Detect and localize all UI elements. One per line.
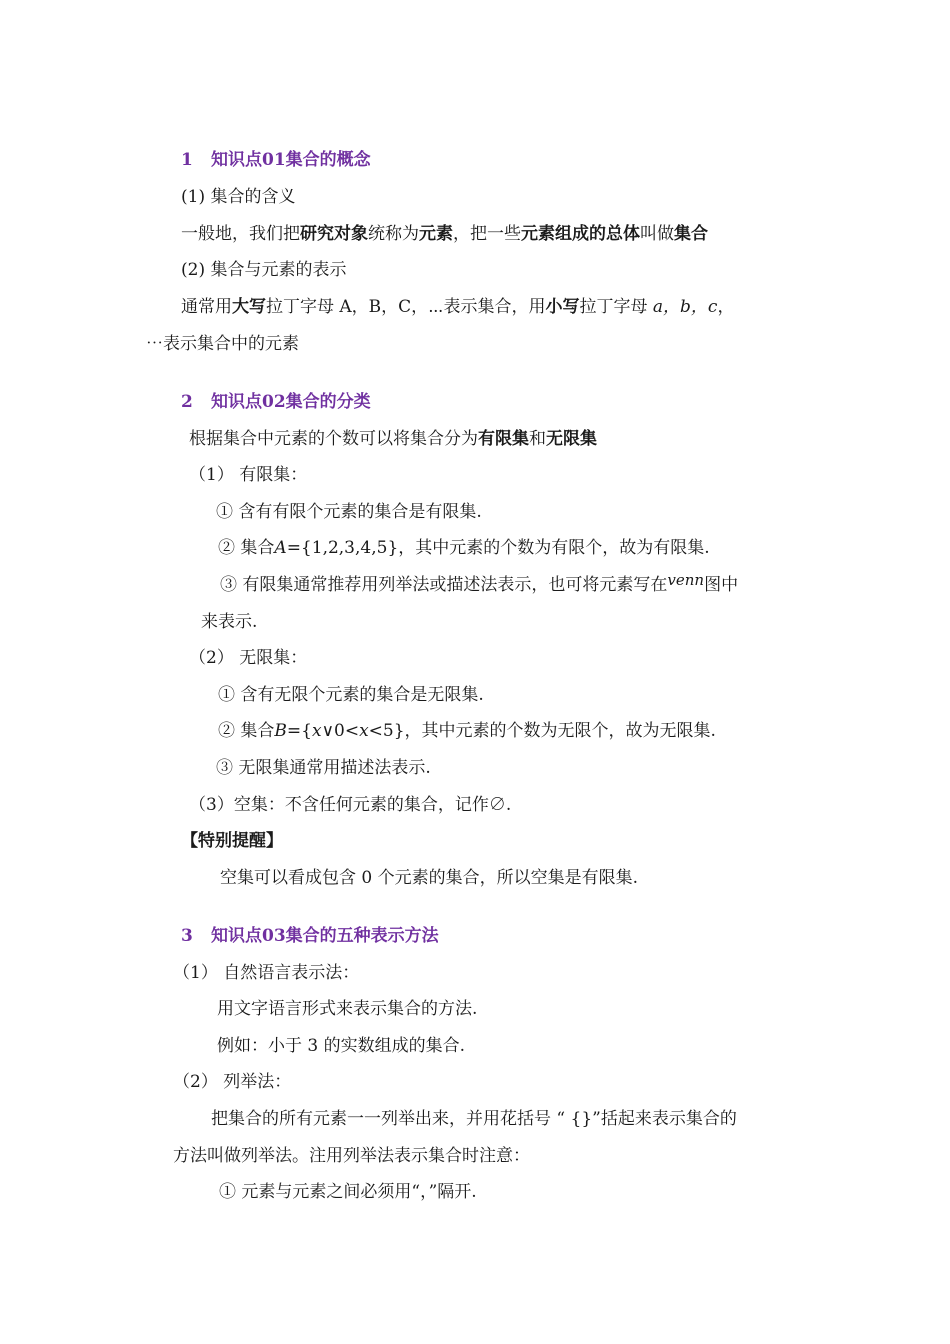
text: 图中 [704,575,739,595]
finite-set-item-1: ① 含有有限个元素的集合是有限集. [216,502,482,522]
section-3-heading [181,925,439,947]
text: ={1,2,3,4,5}，其中元素的个数为有限个，故为有限集. [286,538,710,558]
subheading-meaning: (1) 集合的含义 [181,187,296,207]
method-2-note-1: ① 元素与元素之间必须用“，”隔开. [219,1182,477,1202]
classification-intro [189,428,597,450]
text: ， [717,297,735,317]
text: ={ [286,721,312,741]
text: 拉丁字母 A，B，C，⋯表示集合，用 [266,297,546,317]
set-symbol: B [274,721,287,741]
text: 根据集合中元素的个数可以将集合分为 [189,429,478,449]
definition-paragraph [181,223,708,245]
finite-set-item-2 [218,537,710,559]
bold-term: 有限集 [478,429,529,449]
subheading-representation: (2) 集合与元素的表示 [181,260,347,280]
infinite-set-item-3: ③ 无限集通常用描述法表示. [216,758,431,778]
method-1-example: 例如：小于 3 的实数组成的集合. [217,1036,466,1056]
method-1-description: 用文字语言形式来表示集合的方法. [217,999,478,1019]
empty-set-line: （3）空集：不含任何元素的集合，记作∅. [189,795,512,815]
bold-term: 小写 [545,297,580,317]
bold-term: 元素组成的总体 [521,224,640,244]
text: 统称为 [368,224,419,244]
bold-term: 无限集 [546,429,597,449]
method-1-heading: （1） 自然语言表示法： [173,963,360,983]
variable: x [359,721,369,741]
method-2-heading: （2） 列举法： [173,1072,292,1092]
text: 叫做 [640,224,674,244]
variable: x [311,721,322,741]
section-title: 知识点02集合的分类 [211,392,371,412]
bold-term: 大写 [232,297,266,317]
infinite-set-heading: （2） 无限集： [189,648,308,668]
text: 一般地，我们把 [181,224,300,244]
finite-set-item-3-cont: 来表示. [201,612,258,632]
bold-term: 集合 [674,224,708,244]
infinite-set-item-1: ① 含有无限个元素的集合是无限集. [218,685,484,705]
bold-term: 元素 [419,224,453,244]
bold-term: 研究对象 [300,224,368,244]
text: ∨0< [321,721,360,741]
text: ③ 有限集通常推荐用列举法或描述法表示，也可将元素写在 [220,575,668,595]
text: <5}，其中元素的个数为无限个，故为无限集. [368,721,716,741]
special-note-body: 空集可以看成包含 0 个元素的集合，所以空集是有限集. [220,868,639,888]
text: 和 [529,429,546,449]
section-title: 知识点01集合的概念 [211,150,371,170]
section-number: 3 [181,926,193,946]
venn-term: venn [667,571,705,589]
section-1-heading [181,149,371,171]
section-number: 2 [181,392,193,412]
finite-set-heading: （1） 有限集： [189,465,308,485]
representation-paragraph-cont: ⋯表示集合中的元素 [146,334,299,354]
section-number: 1 [181,150,193,170]
text: 拉丁字母 [579,297,653,317]
representation-paragraph [181,296,734,318]
method-2-description: 把集合的所有元素一一列举出来，并用花括号 “ {}”括起来表示集合的 [211,1109,737,1129]
finite-set-item-3 [220,571,739,596]
text: 通常用 [181,297,232,317]
text: ② 集合 [218,721,275,741]
method-2-description-cont: 方法叫做列举法。注用列举法表示集合时注意： [173,1146,530,1166]
infinite-set-item-2 [218,720,716,742]
text: ② 集合 [218,538,275,558]
text: ，把一些 [453,224,521,244]
italic-letters: a，b，c [652,297,718,317]
set-symbol: A [274,538,287,558]
section-title: 知识点03集合的五种表示方法 [211,926,439,946]
section-2-heading [181,391,371,413]
special-note-heading: 【特别提醒】 [181,831,283,851]
